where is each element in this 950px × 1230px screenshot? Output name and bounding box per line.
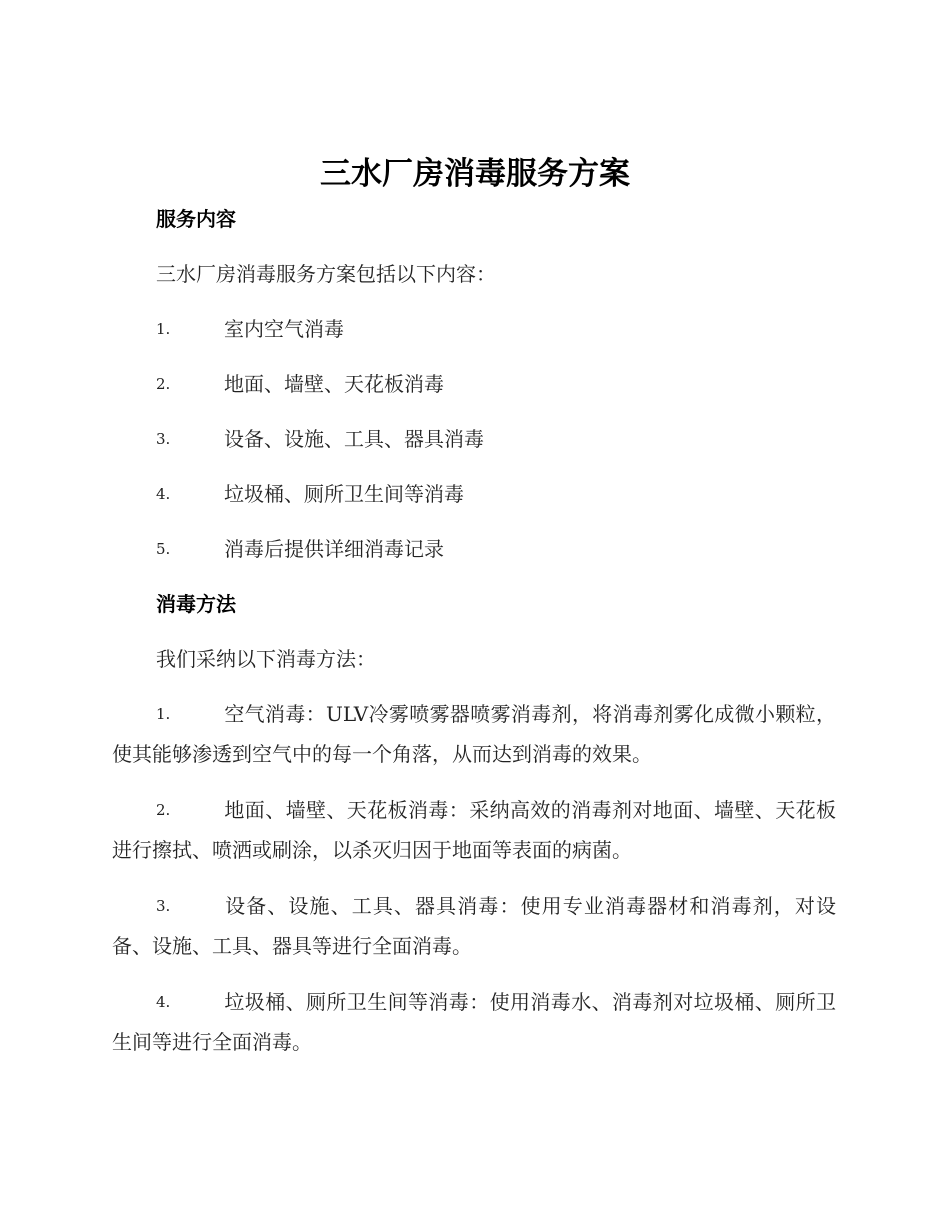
method-item-text: 空气消毒：ULV冷雾喷雾器喷雾消毒剂，将消毒剂雾化成微小颗粒，使其能够渗透到空气中的每一个角落，从而达到消毒的效果。 <box>112 702 836 766</box>
list-item <box>156 424 836 454</box>
list-item-text: 地面、墙壁、天花板消毒 <box>224 372 444 396</box>
method-item-text: 设备、设施、工具、器具消毒：使用专业消毒器材和消毒剂，对设备、设施、工具、器具等进行全面消毒。 <box>112 894 836 958</box>
method-item <box>112 982 836 1062</box>
list-item-number: 4. <box>156 485 171 503</box>
method-item <box>112 694 836 774</box>
list-item-text: 消毒后提供详细消毒记录 <box>224 537 444 561</box>
list-item <box>156 479 836 509</box>
section-heading-service-content: 服务内容 <box>156 207 236 231</box>
list-item-text: 垃圾桶、厕所卫生间等消毒 <box>224 482 464 506</box>
method-item-text: 地面、墙壁、天花板消毒：采纳高效的消毒剂对地面、墙壁、天花板进行擦拭、喷洒或刷涂，以杀灭归因于地面等表面的病菌。 <box>112 798 836 862</box>
list-item <box>156 314 836 344</box>
section-heading-methods: 消毒方法 <box>156 592 236 616</box>
list-item-number: 1. <box>156 320 171 338</box>
list-item-number: 3. <box>156 430 171 448</box>
method-item <box>112 886 836 966</box>
list-item-number: 5. <box>156 540 171 558</box>
list-item <box>156 534 836 564</box>
method-item-text: 垃圾桶、厕所卫生间等消毒：使用消毒水、消毒剂对垃圾桶、厕所卫生间等进行全面消毒。 <box>112 990 836 1054</box>
method-item-number: 4. <box>156 993 171 1011</box>
method-item-number: 2. <box>156 801 171 819</box>
method-item-number: 1. <box>156 705 171 723</box>
method-item-number: 3. <box>156 897 171 915</box>
list-item-number: 2. <box>156 375 171 393</box>
list-item-text: 设备、设施、工具、器具消毒 <box>224 427 484 451</box>
methods-intro: 我们采纳以下消毒方法： <box>156 647 376 671</box>
list-item-text: 室内空气消毒 <box>224 317 344 341</box>
method-item <box>112 790 836 870</box>
document-title: 三水厂房消毒服务方案 <box>320 156 630 192</box>
service-content-intro: 三水厂房消毒服务方案包括以下内容： <box>156 262 496 286</box>
list-item <box>156 369 836 399</box>
